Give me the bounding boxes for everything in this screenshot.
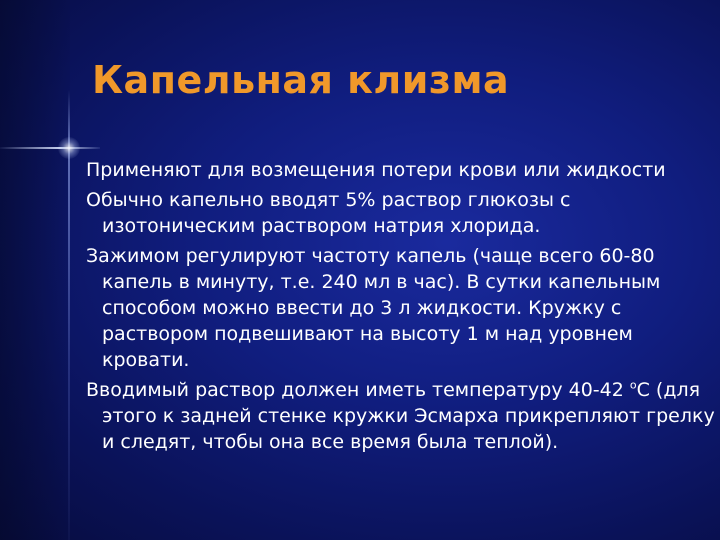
bullet-item-drip-rate: Зажимом регулируют частоту капель (чаще всего 60-80 капель в минуту, т.е. 240 мл в час). В сутки капельным способом можно ввести до 3 л жидкости. Кружку с раствором подвешивают на высоту 1 м над уровнем кровати. — [86, 245, 661, 371]
temperature-text-before: Вводимый раствор должен иметь температуру 40-42 — [86, 379, 630, 401]
bullet-item-glucose: Обычно капельно вводят 5% раствор глюкозы с изотоническим раствором натрия хлорида. — [86, 189, 571, 237]
slide-title: Капельная клизма — [92, 58, 510, 102]
decorative-cross-glow — [58, 137, 80, 159]
temperature-text-after: С (для этого к задней стенке кружки Эсмарха прикрепляют грелку и следят, чтобы она все время была теплой). — [102, 379, 715, 453]
decorative-left-band — [0, 0, 70, 540]
degree-sign: о — [629, 378, 637, 392]
bullet-list — [86, 157, 716, 459]
bullet-item-usage: Применяют для возмещения потери крови или жидкости — [86, 159, 666, 181]
bullet-item-temperature — [86, 377, 716, 455]
decorative-horizontal-line — [0, 147, 100, 149]
